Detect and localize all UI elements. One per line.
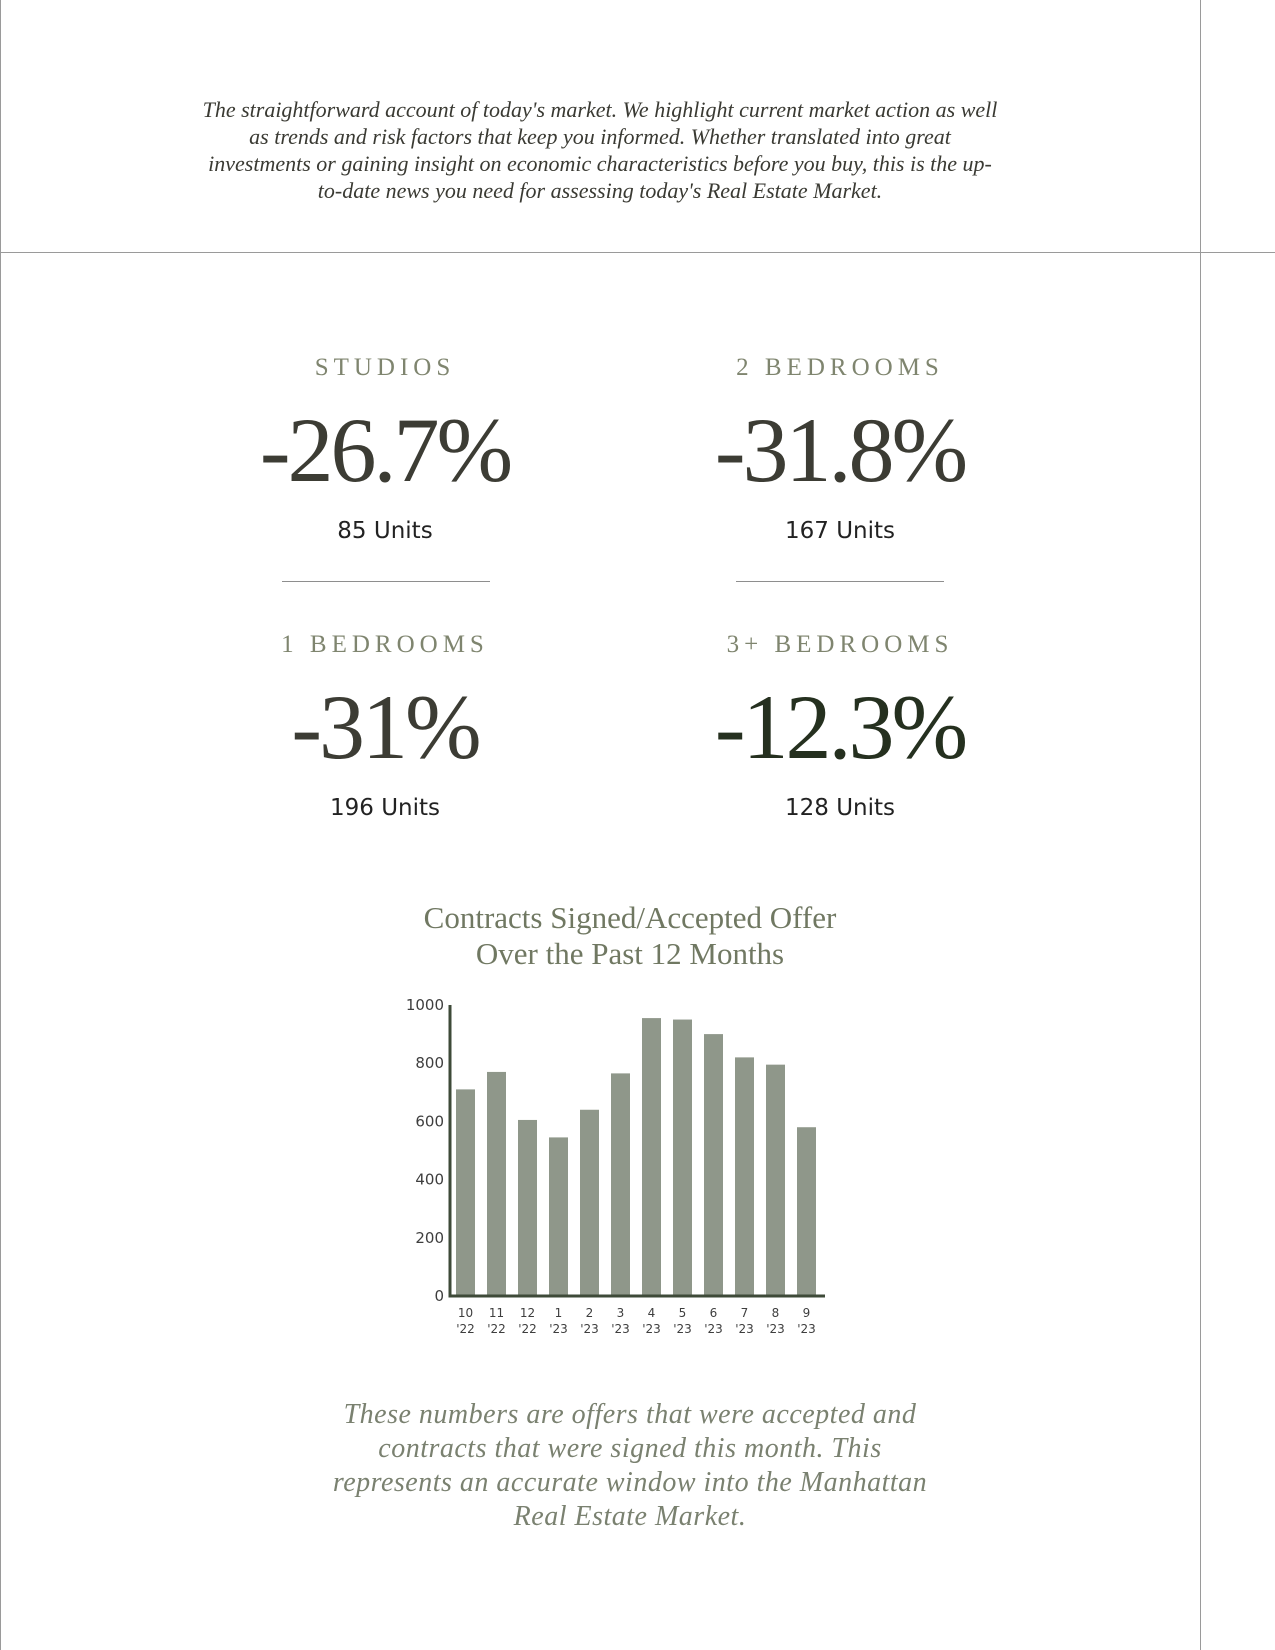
y-tick-label: 800: [415, 1054, 444, 1073]
stat-units: 128 Units: [784, 795, 895, 821]
stat-three-plus-bedrooms: [660, 627, 1020, 821]
stat-label: STUDIOS: [314, 354, 456, 381]
x-tick-label: 9: [802, 1306, 811, 1320]
chart-bar: [673, 1020, 692, 1296]
chart-bar: [518, 1120, 537, 1296]
y-tick-label: 1000: [405, 996, 444, 1014]
x-tick-label: 3: [616, 1306, 625, 1320]
x-tick-label: 5: [678, 1306, 687, 1320]
stat-label: 1 BEDROOMS: [281, 631, 489, 658]
x-tick-label: '23: [642, 1322, 661, 1336]
y-tick-label: 400: [415, 1170, 444, 1189]
intro-paragraph: The straightforward account of today's market. We highlight current market action as well as trends and risk factors that keep you informed. Whether translated into great investments or gaining insight on economic characteristics before you buy, this is the up-to-date news you need for assessing today's Real Estate Market.: [202, 97, 998, 203]
chart-bar: [456, 1089, 475, 1296]
chart-bar: [735, 1057, 754, 1296]
x-tick-label: 7: [740, 1306, 749, 1320]
x-tick-label: 4: [647, 1306, 656, 1320]
y-tick-label: 0: [434, 1287, 444, 1305]
chart-bar: [549, 1137, 568, 1296]
chart-title-line-1: Contracts Signed/Accepted Offer: [423, 900, 837, 935]
x-tick-label: '23: [611, 1322, 630, 1336]
page-frame-left: [0, 0, 1, 1650]
y-tick-label: 600: [415, 1112, 444, 1131]
x-tick-label: 1: [554, 1306, 563, 1320]
stat-units: 85 Units: [337, 518, 433, 544]
stat-two-bedrooms: [660, 350, 1020, 544]
x-tick-label: 6: [709, 1306, 718, 1320]
chart-title-line-2: Over the Past 12 Months: [475, 936, 785, 971]
contracts-bar-chart: [390, 990, 830, 1350]
chart-caption: These numbers are offers that were accepted and contracts that were signed this month. This represents an accurate window into the Manhattan Real Estate Market.: [332, 1399, 928, 1532]
x-tick-label: 10: [457, 1306, 474, 1320]
y-tick-label: 200: [415, 1228, 444, 1247]
x-tick-label: '23: [549, 1322, 568, 1336]
stat-value: -12.3%: [714, 676, 966, 778]
stat-value: -31%: [291, 676, 479, 778]
x-tick-label: '23: [704, 1322, 723, 1336]
x-tick-label: '23: [766, 1322, 785, 1336]
chart-title: [350, 900, 910, 972]
x-tick-label: '23: [735, 1322, 754, 1336]
chart-bar: [766, 1065, 785, 1296]
stat-label: 2 BEDROOMS: [736, 354, 944, 381]
x-tick-label: '23: [580, 1322, 599, 1336]
stat-studios: [205, 350, 565, 544]
section-divider: [0, 252, 1275, 253]
x-tick-label: '22: [456, 1322, 475, 1336]
stat-units: 167 Units: [784, 518, 895, 544]
stat-value: -26.7%: [259, 399, 511, 501]
x-tick-label: '23: [673, 1322, 692, 1336]
chart-bar: [704, 1034, 723, 1296]
x-tick-label: 8: [771, 1306, 780, 1320]
x-tick-label: '22: [487, 1322, 506, 1336]
chart-bar: [580, 1110, 599, 1296]
x-tick-label: 12: [519, 1306, 536, 1320]
page-frame-right: [1200, 0, 1201, 1650]
stat-units: 196 Units: [329, 795, 440, 821]
stat-separator-left: [282, 581, 490, 582]
stat-separator-right: [736, 581, 944, 582]
chart-bar: [487, 1072, 506, 1296]
stat-one-bedrooms: [205, 627, 565, 821]
chart-bar: [611, 1073, 630, 1296]
x-tick-label: '22: [518, 1322, 537, 1336]
x-tick-label: 11: [488, 1306, 505, 1320]
stat-value: -31.8%: [714, 399, 966, 501]
chart-bar: [797, 1127, 816, 1296]
chart-bar: [642, 1018, 661, 1296]
x-tick-label: 2: [585, 1306, 594, 1320]
stat-label: 3+ BEDROOMS: [726, 631, 954, 658]
x-tick-label: '23: [797, 1322, 816, 1336]
